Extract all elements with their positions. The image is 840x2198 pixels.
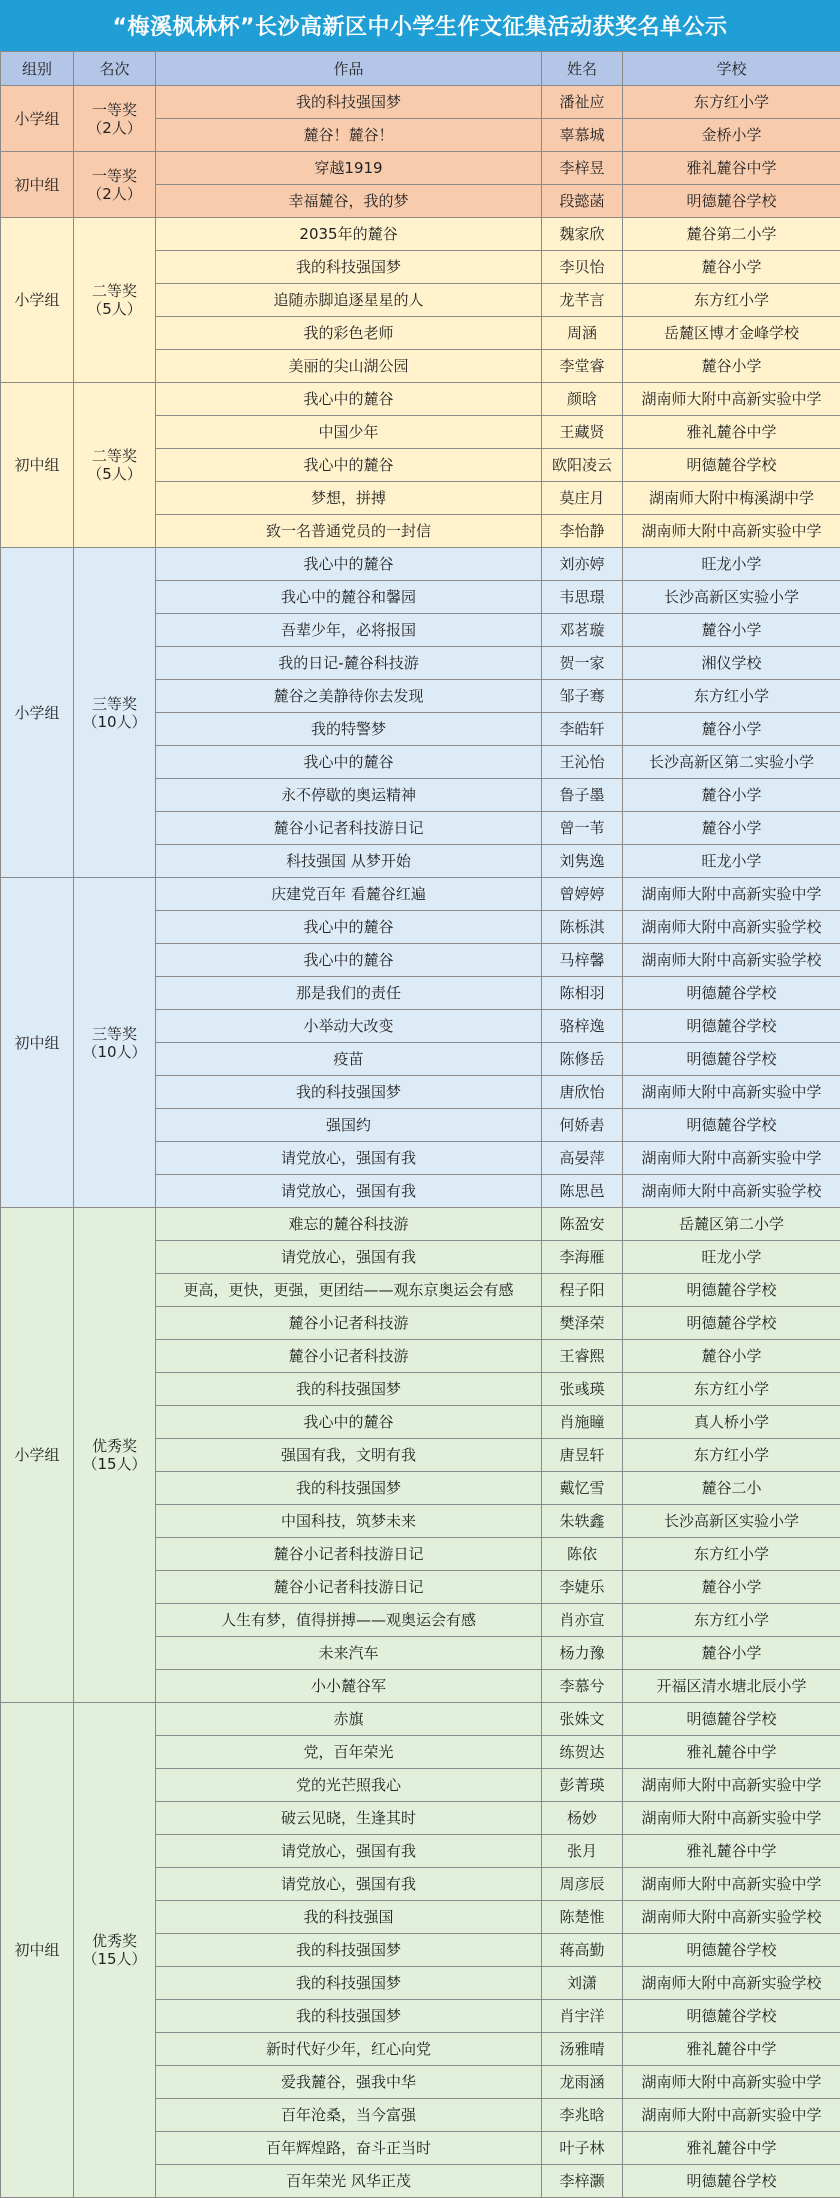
- rank-count: （15人）: [76, 1455, 153, 1473]
- student-name-cell: 段懿菡: [542, 185, 623, 218]
- school-cell: 旺龙小学: [623, 1241, 840, 1274]
- school-cell: 湖南师大附中高新实验中学: [623, 1142, 840, 1175]
- student-name-cell: 李慕兮: [542, 1670, 623, 1703]
- school-cell: 湘仪学校: [623, 647, 840, 680]
- student-name-cell: 何娇砉: [542, 1109, 623, 1142]
- student-name-cell: 李贝怡: [542, 251, 623, 284]
- student-name-cell: 欧阳凌云: [542, 449, 623, 482]
- work-title-cell: 幸福麓谷，我的梦: [156, 185, 542, 218]
- school-cell: 湖南师大附中高新实验学校: [623, 944, 840, 977]
- work-title-cell: 未来汽车: [156, 1637, 542, 1670]
- student-name-cell: 李海雁: [542, 1241, 623, 1274]
- school-cell: 明德麓谷学校: [623, 2000, 840, 2033]
- rank-label: 三等奖: [76, 1025, 153, 1043]
- school-cell: 麓谷小学: [623, 1340, 840, 1373]
- school-cell: 开福区清水塘北辰小学: [623, 1670, 840, 1703]
- work-title-cell: 麓谷之美静待你去发现: [156, 680, 542, 713]
- school-cell: 真人桥小学: [623, 1406, 840, 1439]
- school-cell: 湖南师大附中高新实验中学: [623, 2099, 840, 2132]
- work-title-cell: 2035年的麓谷: [156, 218, 542, 251]
- rank-count: （5人）: [76, 465, 153, 483]
- work-title-cell: 我的科技强国梦: [156, 1967, 542, 2000]
- work-title-cell: 我心中的麓谷: [156, 383, 542, 416]
- rank-cell: [74, 383, 156, 548]
- work-title-cell: 请党放心，强国有我: [156, 1835, 542, 1868]
- rank-cell: [74, 86, 156, 152]
- student-name-cell: 贺一家: [542, 647, 623, 680]
- work-title-cell: 请党放心，强国有我: [156, 1868, 542, 1901]
- school-cell: 长沙高新区实验小学: [623, 1505, 840, 1538]
- work-title-cell: 麓谷！麓谷！: [156, 119, 542, 152]
- student-name-cell: 鲁子墨: [542, 779, 623, 812]
- school-cell: 麓谷小学: [623, 1637, 840, 1670]
- school-cell: 雅礼麓谷中学: [623, 1835, 840, 1868]
- student-name-cell: 王藏贤: [542, 416, 623, 449]
- header-school: 学校: [623, 52, 840, 86]
- group-cell: 小学组: [1, 86, 74, 152]
- student-name-cell: 曾婷婷: [542, 878, 623, 911]
- work-title-cell: 我的科技强国梦: [156, 1472, 542, 1505]
- school-cell: 麓谷小学: [623, 713, 840, 746]
- student-name-cell: 刘潇: [542, 1967, 623, 2000]
- student-name-cell: 颜晗: [542, 383, 623, 416]
- work-title-cell: 我心中的麓谷和馨园: [156, 581, 542, 614]
- table-row: [1, 86, 840, 119]
- work-title-cell: 新时代好少年，红心向党: [156, 2033, 542, 2066]
- rank-count: （2人）: [76, 119, 153, 137]
- school-cell: 湖南师大附中高新实验学校: [623, 1967, 840, 2000]
- rank-label: 三等奖: [76, 695, 153, 713]
- student-name-cell: 邹子骞: [542, 680, 623, 713]
- student-name-cell: 朱轶鑫: [542, 1505, 623, 1538]
- school-cell: 雅礼麓谷中学: [623, 2033, 840, 2066]
- student-name-cell: 曾一苇: [542, 812, 623, 845]
- work-title-cell: 破云见晓，生逢其时: [156, 1802, 542, 1835]
- school-cell: 湖南师大附中高新实验中学: [623, 515, 840, 548]
- work-title-cell: 永不停歇的奥运精神: [156, 779, 542, 812]
- work-title-cell: 我心中的麓谷: [156, 911, 542, 944]
- work-title-cell: 吾辈少年，必将报国: [156, 614, 542, 647]
- group-cell: 初中组: [1, 878, 74, 1208]
- work-title-cell: 科技强国 从梦开始: [156, 845, 542, 878]
- school-cell: 明德麓谷学校: [623, 185, 840, 218]
- school-cell: 湖南师大附中高新实验中学: [623, 1868, 840, 1901]
- school-cell: 明德麓谷学校: [623, 1043, 840, 1076]
- rank-count: （5人）: [76, 300, 153, 318]
- student-name-cell: 陈修岳: [542, 1043, 623, 1076]
- rank-cell: [74, 548, 156, 878]
- rank-label: 优秀奖: [76, 1437, 153, 1455]
- student-name-cell: 蒋高勤: [542, 1934, 623, 1967]
- student-name-cell: 李梓昱: [542, 152, 623, 185]
- student-name-cell: 彭菁瑛: [542, 1769, 623, 1802]
- student-name-cell: 陈相羽: [542, 977, 623, 1010]
- student-name-cell: 周涵: [542, 317, 623, 350]
- work-title-cell: 我的科技强国梦: [156, 251, 542, 284]
- work-title-cell: 强国有我，文明有我: [156, 1439, 542, 1472]
- group-cell: 初中组: [1, 383, 74, 548]
- work-title-cell: 我的科技强国梦: [156, 1934, 542, 1967]
- rank-label: 优秀奖: [76, 1932, 153, 1950]
- school-cell: 麓谷小学: [623, 614, 840, 647]
- work-title-cell: 强国约: [156, 1109, 542, 1142]
- student-name-cell: 陈依: [542, 1538, 623, 1571]
- school-cell: 明德麓谷学校: [623, 977, 840, 1010]
- school-cell: 湖南师大附中高新实验学校: [623, 911, 840, 944]
- work-title-cell: 党，百年荣光: [156, 1736, 542, 1769]
- school-cell: 明德麓谷学校: [623, 1109, 840, 1142]
- rank-label: 一等奖: [76, 101, 153, 119]
- school-cell: 麓谷小学: [623, 251, 840, 284]
- group-cell: 初中组: [1, 152, 74, 218]
- rank-count: （2人）: [76, 185, 153, 203]
- student-name-cell: 刘亦婷: [542, 548, 623, 581]
- work-title-cell: 我的彩色老师: [156, 317, 542, 350]
- school-cell: 湖南师大附中高新实验中学: [623, 1769, 840, 1802]
- school-cell: 东方红小学: [623, 680, 840, 713]
- work-title-cell: 我心中的麓谷: [156, 1406, 542, 1439]
- work-title-cell: 麓谷小记者科技游: [156, 1340, 542, 1373]
- school-cell: 湖南师大附中高新实验中学: [623, 2066, 840, 2099]
- work-title-cell: 致一名普通党员的一封信: [156, 515, 542, 548]
- work-title-cell: 我心中的麓谷: [156, 746, 542, 779]
- school-cell: 明德麓谷学校: [623, 1703, 840, 1736]
- school-cell: 湖南师大附中高新实验学校: [623, 1175, 840, 1208]
- student-name-cell: 肖亦宣: [542, 1604, 623, 1637]
- rank-cell: [74, 878, 156, 1208]
- work-title-cell: 更高，更快，更强，更团结——观东京奥运会有感: [156, 1274, 542, 1307]
- rank-cell: [74, 218, 156, 383]
- school-cell: 湖南师大附中高新实验中学: [623, 1076, 840, 1109]
- school-cell: 东方红小学: [623, 1373, 840, 1406]
- work-title-cell: 疫苗: [156, 1043, 542, 1076]
- work-title-cell: 麓谷小记者科技游日记: [156, 1571, 542, 1604]
- group-cell: 小学组: [1, 1208, 74, 1703]
- work-title-cell: 梦想，拼搏: [156, 482, 542, 515]
- student-name-cell: 陈思邑: [542, 1175, 623, 1208]
- student-name-cell: 陈盈安: [542, 1208, 623, 1241]
- table-row: [1, 383, 840, 416]
- table-row: [1, 218, 840, 251]
- work-title-cell: 百年辉煌路，奋斗正当时: [156, 2132, 542, 2165]
- work-title-cell: 美丽的尖山湖公园: [156, 350, 542, 383]
- student-name-cell: 龙芊言: [542, 284, 623, 317]
- school-cell: 东方红小学: [623, 284, 840, 317]
- work-title-cell: 那是我们的责任: [156, 977, 542, 1010]
- school-cell: 湖南师大附中梅溪湖中学: [623, 482, 840, 515]
- work-title-cell: 我心中的麓谷: [156, 944, 542, 977]
- table-row: [1, 1208, 840, 1241]
- work-title-cell: 我的日记-麓谷科技游: [156, 647, 542, 680]
- award-table: [0, 51, 840, 2198]
- group-cell: 小学组: [1, 548, 74, 878]
- school-cell: 雅礼麓谷中学: [623, 2132, 840, 2165]
- work-title-cell: 我的科技强国梦: [156, 86, 542, 119]
- school-cell: 麓谷小学: [623, 812, 840, 845]
- header-group: 组别: [1, 52, 74, 86]
- student-name-cell: 陈楚惟: [542, 1901, 623, 1934]
- school-cell: 湖南师大附中高新实验中学: [623, 878, 840, 911]
- work-title-cell: 我的特警梦: [156, 713, 542, 746]
- work-title-cell: 我的科技强国梦: [156, 1373, 542, 1406]
- table-row: [1, 1703, 840, 1736]
- work-title-cell: 中国少年: [156, 416, 542, 449]
- student-name-cell: 李皓轩: [542, 713, 623, 746]
- student-name-cell: 樊泽荣: [542, 1307, 623, 1340]
- rank-count: （15人）: [76, 1950, 153, 1968]
- work-title-cell: 爱我麓谷，强我中华: [156, 2066, 542, 2099]
- group-cell: 初中组: [1, 1703, 74, 2198]
- work-title-cell: 百年沧桑，当今富强: [156, 2099, 542, 2132]
- work-title-cell: 庆建党百年 看麓谷红遍: [156, 878, 542, 911]
- school-cell: 金桥小学: [623, 119, 840, 152]
- student-name-cell: 杨妙: [542, 1802, 623, 1835]
- header-rank: 名次: [74, 52, 156, 86]
- student-name-cell: 肖施瞳: [542, 1406, 623, 1439]
- school-cell: 岳麓区第二小学: [623, 1208, 840, 1241]
- school-cell: 长沙高新区实验小学: [623, 581, 840, 614]
- student-name-cell: 张彧瑛: [542, 1373, 623, 1406]
- work-title-cell: 中国科技，筑梦未来: [156, 1505, 542, 1538]
- student-name-cell: 辜慕城: [542, 119, 623, 152]
- school-cell: 麓谷小学: [623, 350, 840, 383]
- student-name-cell: 陈栎淇: [542, 911, 623, 944]
- header-work: 作品: [156, 52, 542, 86]
- student-name-cell: 魏家欣: [542, 218, 623, 251]
- student-name-cell: 汤雅晴: [542, 2033, 623, 2066]
- work-title-cell: 请党放心，强国有我: [156, 1175, 542, 1208]
- student-name-cell: 马梓馨: [542, 944, 623, 977]
- work-title-cell: 人生有梦，值得拼搏——观奥运会有感: [156, 1604, 542, 1637]
- student-name-cell: 骆梓逸: [542, 1010, 623, 1043]
- work-title-cell: 请党放心，强国有我: [156, 1241, 542, 1274]
- work-title-cell: 我的科技强国梦: [156, 2000, 542, 2033]
- rank-cell: [74, 152, 156, 218]
- school-cell: 东方红小学: [623, 86, 840, 119]
- work-title-cell: 难忘的麓谷科技游: [156, 1208, 542, 1241]
- school-cell: 明德麓谷学校: [623, 1274, 840, 1307]
- student-name-cell: 张月: [542, 1835, 623, 1868]
- rank-cell: [74, 1703, 156, 2198]
- work-title-cell: 麓谷小记者科技游: [156, 1307, 542, 1340]
- work-title-cell: 麓谷小记者科技游日记: [156, 812, 542, 845]
- school-cell: 麓谷小学: [623, 1571, 840, 1604]
- student-name-cell: 王睿熙: [542, 1340, 623, 1373]
- student-name-cell: 张姝文: [542, 1703, 623, 1736]
- student-name-cell: 莫庄月: [542, 482, 623, 515]
- work-title-cell: 穿越1919: [156, 152, 542, 185]
- header-name: 姓名: [542, 52, 623, 86]
- school-cell: 雅礼麓谷中学: [623, 1736, 840, 1769]
- student-name-cell: 李婕乐: [542, 1571, 623, 1604]
- work-title-cell: 麓谷小记者科技游日记: [156, 1538, 542, 1571]
- rank-label: 二等奖: [76, 447, 153, 465]
- work-title-cell: 党的光芒照我心: [156, 1769, 542, 1802]
- school-cell: 雅礼麓谷中学: [623, 152, 840, 185]
- school-cell: 湖南师大附中高新实验中学: [623, 1802, 840, 1835]
- school-cell: 麓谷小学: [623, 779, 840, 812]
- student-name-cell: 李堂睿: [542, 350, 623, 383]
- work-title-cell: 我的科技强国梦: [156, 1076, 542, 1109]
- student-name-cell: 程子阳: [542, 1274, 623, 1307]
- work-title-cell: 请党放心，强国有我: [156, 1142, 542, 1175]
- school-cell: 明德麓谷学校: [623, 1934, 840, 1967]
- school-cell: 麓谷二小: [623, 1472, 840, 1505]
- school-cell: 旺龙小学: [623, 548, 840, 581]
- table-row: [1, 152, 840, 185]
- student-name-cell: 练贺达: [542, 1736, 623, 1769]
- work-title-cell: 小小麓谷军: [156, 1670, 542, 1703]
- work-title-cell: 小举动大改变: [156, 1010, 542, 1043]
- student-name-cell: 高晏萍: [542, 1142, 623, 1175]
- student-name-cell: 龙雨涵: [542, 2066, 623, 2099]
- student-name-cell: 唐昱轩: [542, 1439, 623, 1472]
- work-title-cell: 百年荣光 风华正茂: [156, 2165, 542, 2198]
- school-cell: 明德麓谷学校: [623, 449, 840, 482]
- student-name-cell: 刘隽逸: [542, 845, 623, 878]
- student-name-cell: 叶子林: [542, 2132, 623, 2165]
- student-name-cell: 邓茗璇: [542, 614, 623, 647]
- rank-label: 二等奖: [76, 282, 153, 300]
- student-name-cell: 唐欣怡: [542, 1076, 623, 1109]
- page-title: “梅溪枫林杯”长沙高新区中小学生作文征集活动获奖名单公示: [0, 0, 840, 51]
- school-cell: 旺龙小学: [623, 845, 840, 878]
- rank-cell: [74, 1208, 156, 1703]
- school-cell: 长沙高新区第二实验小学: [623, 746, 840, 779]
- school-cell: 湖南师大附中高新实验中学: [623, 383, 840, 416]
- rank-count: （10人）: [76, 713, 153, 731]
- student-name-cell: 李兆晗: [542, 2099, 623, 2132]
- table-header-row: [1, 52, 840, 86]
- school-cell: 东方红小学: [623, 1439, 840, 1472]
- student-name-cell: 肖宇洋: [542, 2000, 623, 2033]
- school-cell: 明德麓谷学校: [623, 2165, 840, 2198]
- work-title-cell: 赤旗: [156, 1703, 542, 1736]
- student-name-cell: 杨力豫: [542, 1637, 623, 1670]
- student-name-cell: 潘祉应: [542, 86, 623, 119]
- student-name-cell: 李梓灏: [542, 2165, 623, 2198]
- table-row: [1, 548, 840, 581]
- school-cell: 东方红小学: [623, 1604, 840, 1637]
- table-row: [1, 878, 840, 911]
- school-cell: 麓谷第二小学: [623, 218, 840, 251]
- work-title-cell: 追随赤脚追逐星星的人: [156, 284, 542, 317]
- rank-label: 一等奖: [76, 167, 153, 185]
- student-name-cell: 韦思璟: [542, 581, 623, 614]
- student-name-cell: 王沁怡: [542, 746, 623, 779]
- student-name-cell: 周彦辰: [542, 1868, 623, 1901]
- work-title-cell: 我心中的麓谷: [156, 548, 542, 581]
- school-cell: 明德麓谷学校: [623, 1010, 840, 1043]
- school-cell: 岳麓区博才金峰学校: [623, 317, 840, 350]
- school-cell: 明德麓谷学校: [623, 1307, 840, 1340]
- rank-count: （10人）: [76, 1043, 153, 1061]
- work-title-cell: 我的科技强国: [156, 1901, 542, 1934]
- school-cell: 雅礼麓谷中学: [623, 416, 840, 449]
- school-cell: 东方红小学: [623, 1538, 840, 1571]
- student-name-cell: 戴忆雪: [542, 1472, 623, 1505]
- school-cell: 湖南师大附中高新实验学校: [623, 1901, 840, 1934]
- work-title-cell: 我心中的麓谷: [156, 449, 542, 482]
- group-cell: 小学组: [1, 218, 74, 383]
- student-name-cell: 李怡静: [542, 515, 623, 548]
